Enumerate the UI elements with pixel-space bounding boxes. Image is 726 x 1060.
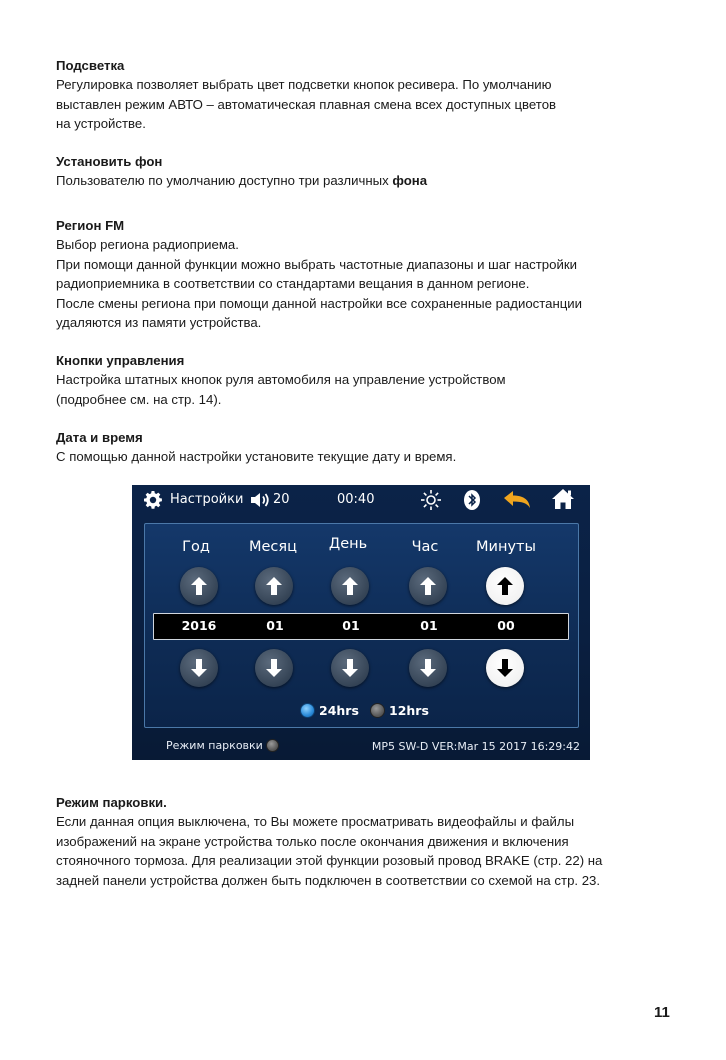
section-backlight [56,56,676,134]
column-month [233,537,313,557]
minutes-up-button[interactable] [486,567,524,605]
section-title: Установить фон [56,154,163,169]
year-down-button[interactable] [180,649,218,687]
year-value: 2016 [181,618,217,633]
section-region-fm [56,216,676,332]
column-label: Месяц [249,539,297,555]
gear-icon[interactable] [143,490,163,516]
section-date-time [56,428,676,467]
arrow-up-icon [188,575,210,597]
arrow-up-icon [494,575,516,597]
minutes-value: 00 [497,618,515,633]
hour-up-button[interactable] [409,567,447,605]
section-title: Дата и время [56,430,143,445]
section-title: Регион FM [56,218,125,233]
section-text: Если данная опция выключена, то Вы можете просматривать видеофайлы и файлы изображений на экране устройства только после окончания движения и включения стояночного тормоза. Для реализации этой функции розовый провод BRAKE (стр. 22) на задней панели устройства должен быть подключен в соответствии со схемой на стр. 23. [56,814,603,888]
arrow-up-icon [339,575,361,597]
radio-unselected-icon [370,703,385,718]
home-icon[interactable] [551,488,575,516]
section-text: Регулировка позволяет выбрать цвет подсветки кнопок ресивера. По умолчанию выставлен режим АВТО – автоматическая плавная смена всех доступных цветов на устройстве. [56,77,557,132]
parking-mode-label: Режим парковки [166,739,263,752]
datetime-values [153,613,569,640]
radio-selected-icon [300,703,315,718]
format-12hrs-label: 12hrs [389,703,429,718]
firmware-version: MP5 SW-D VER:Mar 15 2017 16:29:42 [371,740,580,753]
screen-footer [132,735,590,760]
parking-toggle-icon[interactable] [266,739,279,752]
hour-down-button[interactable] [409,649,447,687]
clock: 00:40 [337,492,375,507]
parking-mode-toggle[interactable] [166,739,279,752]
section-text-plain: Пользователю по умолчанию доступно три различных [56,173,393,189]
section-text-bold: фона [392,173,428,189]
bluetooth-icon[interactable] [462,489,482,517]
arrow-down-icon [417,657,439,679]
year-up-button[interactable] [180,567,218,605]
column-label: Год [182,539,210,555]
column-hour [385,537,465,557]
hour-value: 01 [420,618,438,633]
section-title: Кнопки управления [56,353,185,368]
month-up-button[interactable] [255,567,293,605]
section-text [56,171,676,190]
section-text: Выбор региона радиоприема. При помощи данной функции можно выбрать частотные диапазоны и шаг настройки радиоприемника в соответствии со стандартами вещания в данном регионе. После смены региона при помощи данной настройки все сохраненные радиостанции удаляются из памяти устройства. [56,237,583,331]
section-title: Режим парковки. [56,795,167,810]
day-up-button[interactable] [331,567,369,605]
volume-icon[interactable] [249,490,271,516]
arrow-down-icon [263,657,285,679]
arrow-up-icon [263,575,285,597]
arrow-up-icon [417,575,439,597]
section-control-buttons [56,351,676,409]
month-down-button[interactable] [255,649,293,687]
device-screen-datetime [132,485,590,760]
arrow-down-icon [188,657,210,679]
section-text: Настройка штатных кнопок руля автомобиля на управление устройством (подробнее см. на стр. 14). [56,372,506,407]
arrow-down-icon [494,657,516,679]
month-value: 01 [266,618,284,633]
page-number: 11 [654,1004,670,1021]
section-parking-mode [56,793,676,890]
section-text: С помощью данной настройки установите текущие дату и время. [56,449,457,465]
arrow-down-icon [339,657,361,679]
column-minutes [466,537,546,557]
column-day [308,534,388,554]
status-bar [132,485,590,515]
brightness-icon[interactable] [420,489,442,517]
volume-level: 20 [273,492,290,507]
column-label: День [328,536,368,552]
day-down-button[interactable] [331,649,369,687]
minutes-down-button[interactable] [486,649,524,687]
section-title: Подсветка [56,58,125,73]
screen-title[interactable]: Настройки [170,492,244,507]
format-24hrs-option[interactable] [300,703,359,718]
column-label: Час [411,539,439,555]
column-label: Минуты [476,539,536,555]
format-12hrs-option[interactable] [370,703,429,718]
column-year [156,537,236,557]
day-value: 01 [342,618,360,633]
back-arrow-icon[interactable] [502,490,532,516]
format-24hrs-label: 24hrs [319,703,359,718]
section-background [56,152,676,191]
